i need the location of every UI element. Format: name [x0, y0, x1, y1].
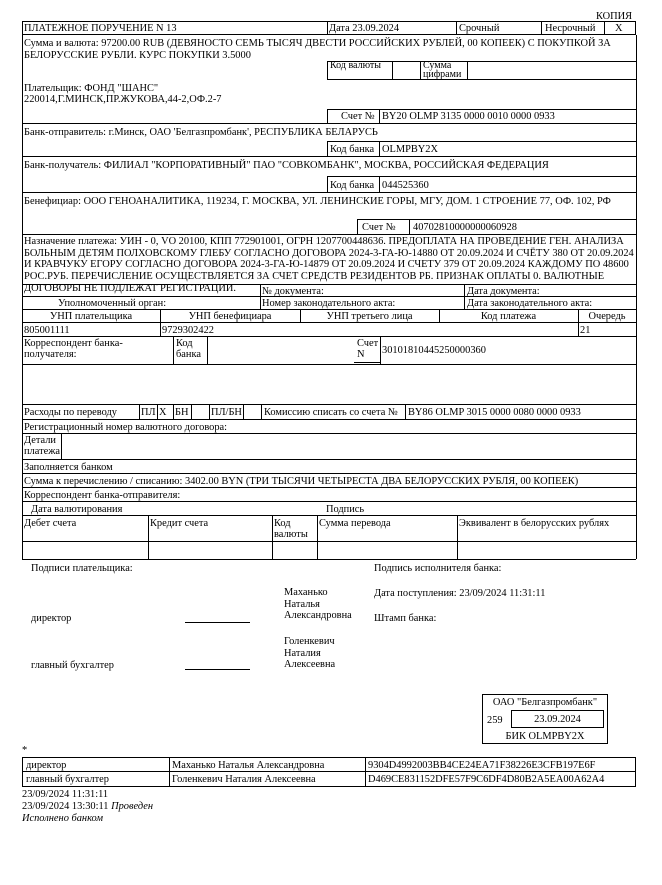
non-urgent-mark: X	[615, 23, 623, 34]
expenses-label: Расходы по переводу	[24, 407, 117, 418]
payer-address: 220014,Г.МИНСК,ПР.ЖУКОВА,44-2,ОФ.2-7	[24, 94, 222, 105]
reg-number-label: Регистрационный номер валютного договора:	[24, 422, 228, 433]
receiver-bank-code: 044525360	[382, 180, 429, 191]
sender-bank-code: OLMPBY2X	[382, 144, 439, 155]
unp-third-label: УНП третьего лица	[326, 311, 413, 322]
correspondent-account-label: Счет N	[357, 338, 379, 360]
commission-account: BY86 OLMP 3015 0000 0080 0000 0933	[408, 407, 581, 418]
non-urgent-label: Несрочный	[545, 23, 596, 34]
sender-bank-code-label: Код банка	[330, 144, 375, 155]
law-date-label: Дата законодательного акта:	[467, 298, 593, 309]
payer-account: BY20 OLMP 3135 0000 0010 0000 0933	[382, 111, 555, 122]
bank-fill-label: Заполняется банком	[24, 462, 113, 473]
asterisk-mark: *	[22, 745, 28, 756]
stamp-bik: БИК OLMPBY2X	[505, 731, 585, 742]
sign-row-role: главный бухгалтер	[26, 774, 109, 785]
order-value: 21	[580, 325, 591, 336]
correspondent-label: Корреспондент банка-получателя:	[24, 338, 123, 360]
director-name: Маханько Наталья Александровна	[284, 587, 352, 622]
valuation-sign-label: Подпись	[326, 504, 365, 515]
footer-time-1: 23/09/2024 11:31:11	[22, 789, 109, 800]
stamp-label: Штамп банка:	[374, 613, 437, 624]
receipt-date: Дата поступления: 23/09/2024 11:31:11	[374, 588, 546, 599]
accountant-role: главный бухгалтер	[31, 660, 114, 671]
unp-beneficiary-label: УНП бенефициара	[188, 311, 272, 322]
unp-payer: 805001111	[24, 325, 70, 336]
commission-label: Комиссию списать со счета №	[264, 407, 398, 418]
unp-payer-label: УНП плательщика	[49, 311, 133, 322]
debit-label: Дебет счета	[24, 518, 77, 529]
beneficiary-text: Бенефициар: ООО ГЕНОАНАЛИТИКА, 119234, Г. МОСКВА, УЛ. ЛЕНИНСКИЕ ГОРЫ, МГУ, ДОМ. 1 СТРОЕНИЕ 77, ОФ. 102, РФ	[24, 196, 611, 207]
sender-correspondent-label: Корреспондент банка-отправителя:	[24, 490, 181, 501]
payer-account-label: Счет №	[341, 111, 375, 122]
doc-date-label: Дата документа:	[467, 286, 540, 297]
sender-bank: Банк-отправитель: г.Минск, ОАО 'Белгазпромбанк', РЕСПУБЛИКА БЕЛАРУСЬ	[24, 127, 378, 138]
credit-label: Кредит счета	[150, 518, 209, 529]
stamp-date: 23.09.2024	[534, 714, 581, 725]
valuation-currency-code-label: Код валюты	[274, 518, 308, 540]
doc-number-label: № документа:	[262, 286, 324, 297]
details-label: Детали платежа	[24, 435, 61, 457]
transfer-sum: Сумма к перечислению / списанию: 3402.00 BYN (ТРИ ТЫСЯЧИ ЧЕТЫРЕСТА ДВА БЕЛОРУССКИХ РУБЛЯ, 00 КОПЕЕК)	[24, 476, 579, 487]
currency-code-label: Код валюты	[330, 60, 382, 71]
expenses-bn: БН	[175, 407, 189, 418]
sign-row-hash: D469CE831152DFE57F9C6DF4D80B2A5EA00A62A4	[368, 774, 605, 785]
correspondent-bank-code-label: Код банка	[176, 338, 201, 360]
footer-executed: Исполнено банком	[22, 813, 103, 824]
accountant-name: Голенкевич Наталия Алексеевна	[284, 636, 336, 671]
unp-beneficiary: 9729302422	[162, 325, 214, 336]
order-label: Очередь	[588, 311, 626, 322]
copy-mark: КОПИЯ	[596, 11, 633, 22]
payment-code-label: Код платежа	[480, 311, 537, 322]
sign-row-name: Голенкевич Наталия Алексеевна	[172, 774, 316, 785]
authority-label: Уполномоченный орган:	[58, 298, 167, 309]
expenses-pl-mark: X	[159, 407, 167, 418]
expenses-pl: ПЛ	[141, 407, 156, 418]
beneficiary-account: 40702810000000060928	[413, 222, 517, 233]
director-role: директор	[31, 613, 72, 624]
receiver-bank-code-label: Код банка	[330, 180, 375, 191]
payer-signatures-label: Подписи плательщика:	[31, 563, 133, 574]
receiver-bank: Банк-получатель: ФИЛИАЛ "КОРПОРАТИВНЫЙ" ПАО "СОВКОМБАНК", МОСКВА, РОССИЙСКАЯ ФЕДЕРАЦИЯ	[24, 160, 549, 171]
document-title: ПЛАТЕЖНОЕ ПОРУЧЕНИЕ N 13	[24, 23, 177, 34]
sign-row-hash: 9304D4992003BB4CE24EA71F38226E3CFB197E6F	[368, 760, 596, 771]
valuation-date-label: Дата валютирования	[31, 504, 123, 515]
footer-time-2: 23/09/2024 13:30:11	[22, 801, 109, 812]
expenses-plbn: ПЛ/БН	[211, 407, 242, 418]
footer-time-2-line	[22, 801, 153, 812]
executor-signature-label: Подпись исполнителя банка:	[374, 563, 502, 574]
footer-status: Проведен	[111, 801, 154, 812]
equivalent-label: Эквивалент в белорусских рублях	[459, 518, 610, 529]
payer-name: Плательщик: ФОНД "ШАНС"	[24, 83, 159, 94]
correspondent-account: 30101810445250000360	[382, 345, 486, 356]
stamp-code: 259	[487, 715, 503, 726]
payment-purpose: Назначение платежа: УИН - 0, VO 20100, КПП 772901001, ОГРН 1207700448636. ПРЕДОПЛАТА НА ПРОВЕДЕНИЕ ГЕН. АНАЛИЗА БОЛЬНЫМ ДЕТЯМ ПОЛХОВСКОМУ ГЛЕБУ СОГЛАСНО ДОГОВОРА 2024-3-ГА-Ю-14880 ОТ 20.09.2024 И СЧЁТУ 380 ОТ 20.09.2024 И КРАВЧУКУ ЕГОРУ СОГЛАСНО ДОГОВОРА 2024-3-ГА-Ю-14879 ОТ 20.09.2024 И СЧЕТУ 379 ОТ 20.09.2024 КАЖДОМУ ПО 48600 РОС.РУБ. ПЕРЕЧИСЛЕНИЕ ОСУЩЕСТВЛЯЕТСЯ ЗА СЧЕТ СРЕДСТВ РЕЗИДЕНТОВ РБ. ПРИЗНАК ОПЛАТЫ 0. ВАЛЮТНЫЕ ДОГОВОРЫ НЕ ПОДЛЕЖАТ РЕГИСТРАЦИИ.	[24, 236, 634, 294]
amount-text: Сумма и валюта: 97200.00 RUB (ДЕВЯНОСТО СЕМЬ ТЫСЯЧ ДВЕСТИ РОССИЙСКИХ РУБЛЕЙ, 00 КОПЕЕК) С ПОКУПКОЙ ЗА БЕЛОРУССКИЕ РУБЛИ. КУРС ПОКУПКИ 3.5000	[24, 38, 611, 61]
sum-digits-label: Сумма цифрами	[423, 60, 462, 80]
sign-row-name: Маханько Наталья Александровна	[172, 760, 325, 771]
sign-row-role: директор	[26, 760, 67, 771]
beneficiary-account-label: Счет №	[362, 222, 396, 233]
document-date: Дата 23.09.2024	[329, 23, 400, 34]
urgent-label: Срочный	[459, 23, 500, 34]
stamp-bank-name: ОАО "Белгазпромбанк"	[492, 697, 598, 708]
transfer-amount-label: Сумма перевода	[319, 518, 391, 529]
law-number-label: Номер законодательного акта:	[262, 298, 396, 309]
